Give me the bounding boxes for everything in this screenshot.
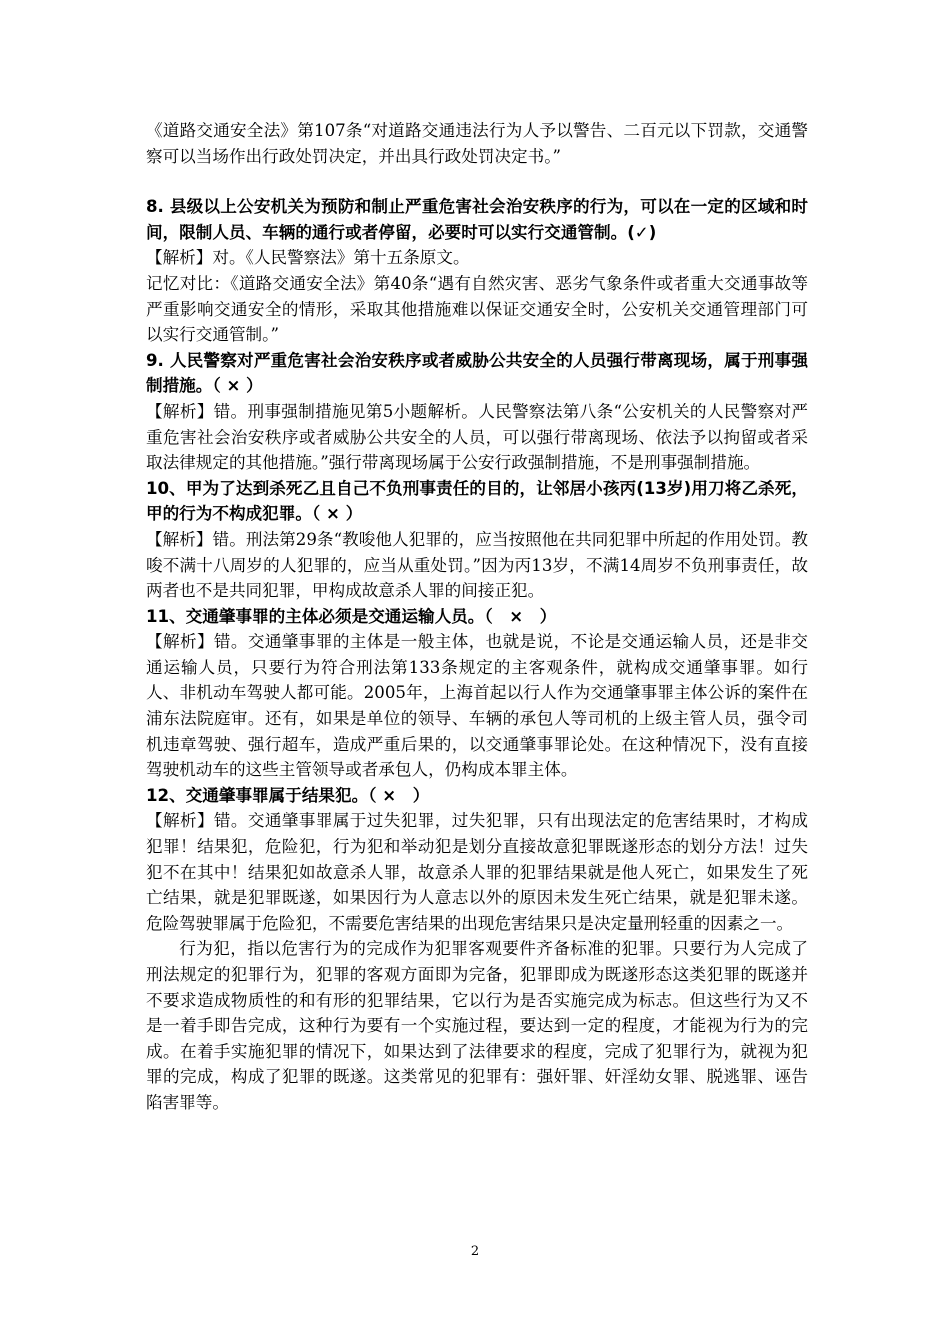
paragraph-law-107: 《道路交通安全法》第107条“对道路交通违法行为人予以警告、二百元以下罚款，交通警察可以当场作出行政处罚决定，并出具行政处罚决定书。” bbox=[146, 121, 808, 166]
question-8: 8. 县级以上公安机关为预防和制止严重危害社会治安秩序的行为，可以在一定的区域和时间，限制人员、车辆的通行或者停留，必要时可以实行交通管制。(✓) bbox=[146, 197, 808, 242]
question-11: 11、交通肇事罪的主体必须是交通运输人员。（ × ） bbox=[146, 606, 557, 626]
analysis-11: 【解析】错。交通肇事罪的主体是一般主体，也就是说，不论是交通运输人员，还是非交通运输人员，只要行为符合刑法第133条规定的主客观条件，就构成交通肇事罪。如行人、非机动车驾驶人都可能。2005年，上海首起以行人作为交通肇事罪主体公诉的案件在浦东法院庭审。还有，如果是单位的领导、车辆的承包人等司机的上级主管人员，强令司机违章驾驶、强行超车，造成严重后果的，以交通肇事罪论处。在这种情况下，没有直接驾驶机动车的这些主管领导或者承包人，仍构成本罪主体。 bbox=[146, 632, 808, 780]
question-9: 9. 人民警察对严重危害社会治安秩序或者威胁公共安全的人员强行带离现场，属于刑事强制措施。（ × ） bbox=[146, 350, 808, 396]
behavior-crime-explanation: 行为犯，指以危害行为的完成作为犯罪客观要件齐备标准的犯罪。只要行为人完成了刑法规定的犯罪行为，犯罪的客观方面即为完备，犯罪即成为既遂形态这类犯罪的既遂并不要求造成物质性的和有形的犯罪结果，它以行为是否实施完成为标志。但这些行为又不是一着手即告完成，这种行为要有一个实施过程，要达到一定的程度，才能视为行为的完成。在着手实施犯罪的情况下，如果达到了法律要求的程度，完成了犯罪行为，就视为犯罪的完成，构成了犯罪的既遂。这类常见的犯罪有：强奸罪、奸淫幼女罪、脱逃罪、诬告陷害罪等。 bbox=[146, 939, 808, 1112]
document-body bbox=[146, 118, 808, 1116]
analysis-10: 【解析】错。刑法第29条“教唆他人犯罪的，应当按照他在共同犯罪中所起的作用处罚。教唆不满十八周岁的人犯罪的，应当从重处罚。”因为丙13岁，不满14周岁不负刑事责任，故两者也不是共同犯罪，甲构成故意杀人罪的间接正犯。 bbox=[146, 529, 808, 601]
analysis-9: 【解析】错。刑事强制措施见第5小题解析。人民警察法第八条“公安机关的人民警察对严重危害社会治安秩序或者威胁公共安全的人员，可以强行带离现场、依法予以拘留或者采取法律规定的其他措施。”强行带离现场属于公安行政强制措施，不是刑事强制措施。 bbox=[146, 401, 808, 473]
page-number: 2 bbox=[470, 1244, 480, 1259]
question-10: 10、甲为了达到杀死乙且自己不负刑事责任的目的，让邻居小孩丙(13岁)用刀将乙杀死，甲的行为不构成犯罪。（ × ） bbox=[146, 478, 808, 524]
memory-comparison-8: 记忆对比：《道路交通安全法》第40条“遇有自然灾害、恶劣气象条件或者重大交通事故等严重影响交通安全的情形，采取其他措施难以保证交通安全时，公安机关交通管理部门可以实行交通管制。” bbox=[146, 273, 808, 345]
question-12: 12、交通肇事罪属于结果犯。（ × ） bbox=[146, 785, 430, 805]
paragraph-gap bbox=[146, 169, 808, 194]
analysis-8: 【解析】对。《人民警察法》第十五条原文。 bbox=[146, 248, 470, 268]
analysis-12: 【解析】错。交通肇事罪属于过失犯罪，过失犯罪，只有出现法定的危害结果时，才构成犯罪！结果犯，危险犯，行为犯和举动犯是划分直接故意犯罪既遂形态的划分方法！过失犯不在其中！结果犯如故意杀人罪，故意杀人罪的犯罪结果就是他人死亡，如果发生了死亡结果，就是犯罪既遂，如果因行为人意志以外的原因未发生死亡结果，就是犯罪未遂。危险驾驶罪属于危险犯，不需要危害结果的出现危害结果只是决定量刑轻重的因素之一。 bbox=[146, 811, 808, 933]
